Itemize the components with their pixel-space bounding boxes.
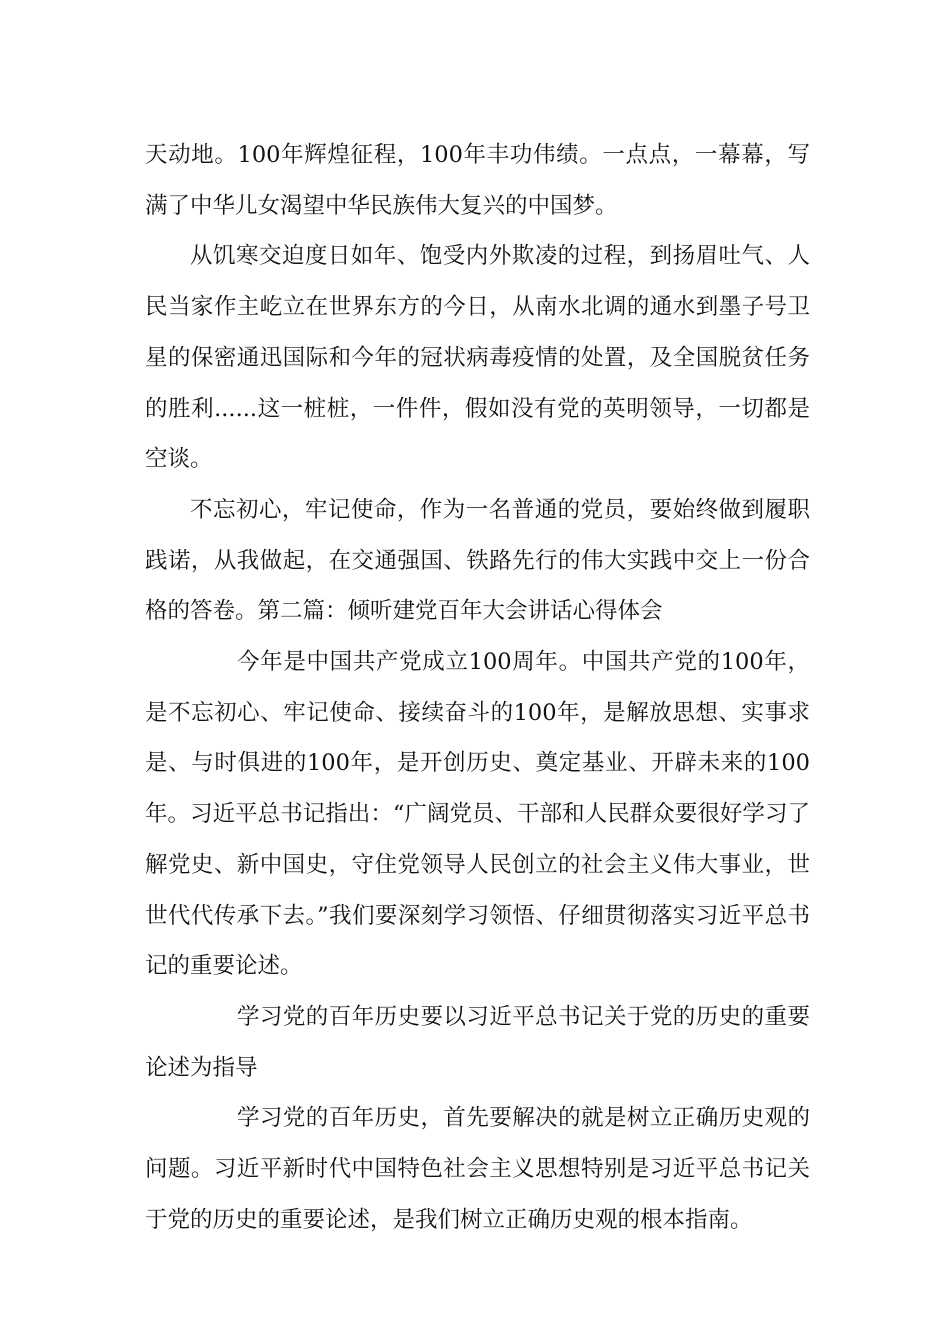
paragraph-1: 天动地。100年辉煌征程，100年丰功伟绩。一点点，一幕幕，写满了中华儿女渴望中华民族伟大复兴的中国梦。 bbox=[145, 142, 810, 219]
paragraph-6: 学习党的百年历史，首先要解决的就是树立正确历史观的问题。习近平新时代中国特色社会主义思想特别是习近平总书记关于党的历史的重要论述，是我们树立正确历史观的根本指南。 bbox=[145, 1105, 810, 1233]
paragraph-5-heading: 学习党的百年历史要以习近平总书记关于党的历史的重要论述为指导 bbox=[145, 1003, 810, 1081]
paragraph-2: 从饥寒交迫度日如年、饱受内外欺凌的过程，到扬眉吐气、人民当家作主屹立在世界东方的今日，从南水北调的通水到墨子号卫星的保密通迅国际和今年的冠状病毒疫情的处置，及全国脱贫任务的胜利......这一桩桩，一件件，假如没有党的英明领导，一切都是空谈。 bbox=[145, 243, 810, 473]
paragraph-3: 不忘初心，牢记使命，作为一名普通的党员，要始终做到履职践诺，从我做起，在交通强国、铁路先行的伟大实践中交上一份合格的答卷。第二篇：倾听建党百年大会讲话心得体会 bbox=[145, 496, 810, 625]
paragraph-4: 今年是中国共产党成立100周年。中国共产党的100年，是不忘初心、牢记使命、接续奋斗的100年，是解放思想、实事求是、与时俱进的100年，是开创历史、奠定基业、开辟未来的100年。习近平总书记指出：“广阔党员、干部和人民群众要很好学习了解党史、新中国史，守住党领导人民创立的社会主义伟大事业，世世代代传承下去。”我们要深刻学习领悟、仔细贯彻落实习近平总书记的重要论述。 bbox=[145, 649, 810, 980]
document-body bbox=[145, 130, 810, 1245]
